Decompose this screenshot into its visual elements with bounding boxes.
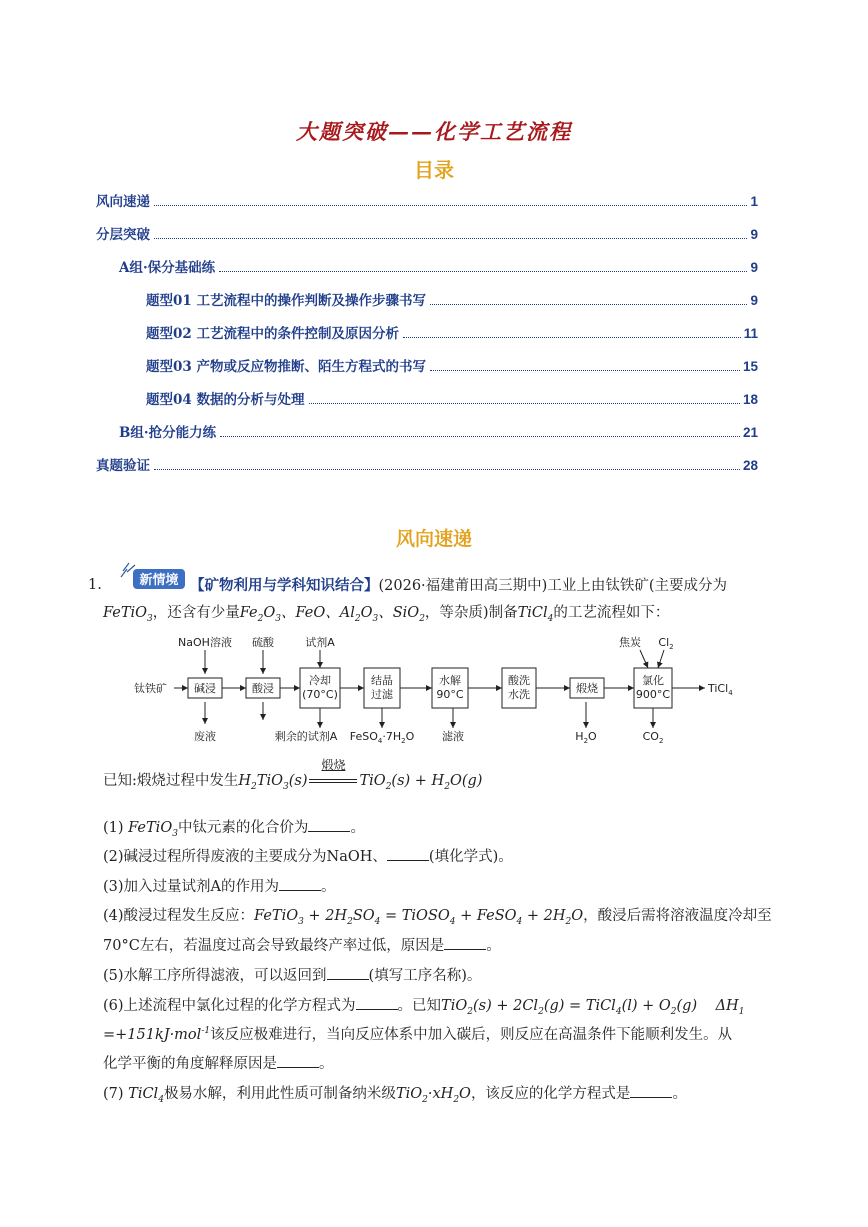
intro-text: 的工艺流程如下：	[553, 605, 670, 621]
toc-entry[interactable]	[146, 355, 758, 375]
flow-step-calcine	[576, 681, 598, 695]
sub-end: (填化学式)。	[428, 849, 513, 865]
toc-leader	[403, 337, 741, 338]
flow-step-wash	[508, 673, 530, 701]
toc-entry[interactable]	[146, 388, 758, 408]
sub-number: (5)	[103, 968, 124, 984]
sub-question-5	[103, 965, 803, 988]
toc-leader	[154, 469, 740, 470]
toc-page-number: 9	[750, 293, 758, 308]
flow-step-label-line: 过滤	[371, 688, 393, 701]
flow-input-label: 钛铁矿	[134, 682, 167, 695]
flow-step-cooling	[302, 673, 338, 701]
toc-entry-label: A组·保分基础练	[119, 260, 216, 276]
flow-step-label-line: 水解	[439, 674, 461, 687]
toc-leader	[430, 304, 747, 305]
toc-entry[interactable]	[146, 289, 758, 309]
new-context-badge-icon	[117, 559, 187, 593]
sub-text: 上述流程中氯化过程的化学方程式为	[123, 998, 356, 1014]
flow-input-naoh: NaOH溶液	[178, 636, 232, 649]
known-label: 已知:煅烧过程中发生	[103, 773, 239, 789]
answer-blank[interactable]	[444, 935, 486, 950]
enthalpy-value: =+151kJ·mol	[103, 1027, 202, 1043]
toc-page-number: 28	[742, 458, 758, 473]
flow-step-label-line: 冷却	[309, 674, 331, 687]
sub-text: ，酸浸后需将溶液温度冷却至	[583, 908, 772, 924]
reaction-condition: 煅烧	[321, 758, 346, 772]
sub-text: 碱浸过程所得废液的主要成分为NaOH、	[123, 849, 387, 865]
answer-blank[interactable]	[356, 995, 398, 1010]
flow-step-chlorinate	[636, 673, 670, 701]
toc-entry[interactable]	[119, 421, 758, 441]
toc-page-number: 11	[743, 326, 758, 341]
question-source: (2026·福建莆田高三期中)	[378, 578, 548, 594]
flow-output-excess-reagent: 剩余的试剂A	[274, 730, 338, 743]
intro-text: 等杂质)制备	[439, 605, 518, 621]
flow-step-label-line: 90°C	[436, 688, 464, 701]
flow-step-label-line: 碱浸	[194, 682, 216, 695]
sub-number: (3)	[103, 879, 124, 895]
sub-question-6-line3	[103, 1053, 803, 1076]
process-flow-diagram	[130, 636, 770, 748]
flow-step-label-line: 氯化	[642, 674, 664, 687]
sub-text: 加入过量试剂A的作用为	[123, 879, 280, 895]
flow-output-filtrate: 滤液	[442, 730, 464, 743]
sub-text: 化学平衡的角度解释原因是	[103, 1056, 277, 1072]
flow-step-label-line: 酸浸	[252, 682, 274, 695]
toc-entry[interactable]	[96, 223, 758, 243]
toc-entry-label: 分层突破	[96, 227, 150, 243]
toc-entry-label: 真题验证	[96, 458, 150, 474]
sub-question-3	[103, 876, 803, 899]
toc-entry[interactable]	[146, 322, 758, 342]
intro-text: 工业上由钛铁矿(主要成分为	[547, 578, 727, 594]
sub-end: 。	[486, 938, 501, 954]
flow-output-co2: $CO_2$	[642, 730, 664, 745]
sub-question-4-line2	[103, 935, 803, 958]
sub-number: (1)	[103, 820, 124, 836]
sub-end: (填写工序名称)。	[368, 968, 482, 984]
toc-page-number: 1	[750, 194, 758, 209]
sub-number: (7)	[103, 1086, 124, 1102]
answer-blank[interactable]	[277, 1053, 319, 1068]
sub-number: (4)	[103, 908, 124, 924]
answer-blank[interactable]	[308, 817, 350, 832]
flow-step-acid-leach	[252, 681, 274, 695]
flow-output-waste: 废液	[194, 730, 216, 743]
sub-text: ，该反应的化学方程式是	[470, 1086, 631, 1102]
sub-end: 。	[319, 1056, 334, 1072]
toc-heading: 目录	[414, 158, 454, 182]
answer-blank[interactable]	[327, 965, 369, 980]
flow-step-crystallize	[371, 673, 394, 701]
answer-blank[interactable]	[630, 1083, 672, 1098]
flow-step-label-line: 水洗	[508, 688, 530, 701]
toc-page-number: 15	[742, 359, 758, 374]
answer-blank[interactable]	[387, 846, 429, 861]
badge-label: 新情境	[139, 573, 179, 588]
sub-text: 极易水解，利用此性质可制备纳米级	[163, 1086, 396, 1102]
flow-step-alkali-leach	[194, 681, 216, 695]
sub-number: (6)	[103, 998, 124, 1014]
flow-step-hydrolysis	[436, 673, 463, 701]
sub-text: 。已知	[397, 998, 442, 1014]
toc-leader	[430, 370, 740, 371]
flow-output-water: $H_2O$	[575, 730, 597, 745]
sub-number: (2)	[103, 849, 124, 865]
sub-question-6-line2: =+151kJ·mol$^{-1}$该反应极难进行，当向反应体系中加入碳后，则反应在高温条件下能顺利发生。从	[103, 1026, 733, 1043]
toc-page-number: 9	[750, 227, 758, 242]
flow-step-label-line: 酸洗	[508, 674, 530, 687]
toc-leader	[309, 403, 740, 404]
question-intro-line2: FeTiO$_3$，还含有少量$Fe_2O_3$、FeO、$Al_2O_3$、SiO$_2$，等杂质)制备TiCl$_4$的工艺流程如下：	[103, 605, 670, 624]
sub-question-2	[103, 846, 803, 869]
flow-step-label-line: 煅烧	[576, 682, 598, 695]
toc-leader	[220, 436, 740, 437]
sub-text: 70°C左右，若温度过高会导致最终产率过低，原因是	[103, 938, 445, 954]
flow-output-ferrous-sulfate: $FeSO_4\cdot 7H_2O$	[349, 730, 415, 745]
intro-text: ，还含有少量	[152, 605, 240, 621]
toc-leader	[219, 271, 747, 272]
flow-output-product: TiCl$_4$	[708, 682, 733, 697]
toc-entry[interactable]	[96, 190, 758, 210]
section-title: 风向速递	[395, 528, 472, 550]
toc-entry-label: 风向速递	[96, 194, 150, 210]
answer-blank[interactable]	[279, 876, 321, 891]
toc-page-number: 21	[742, 425, 758, 440]
question-tag: 【矿物利用与学科知识结合】	[190, 577, 379, 594]
toc-leader	[154, 238, 747, 239]
toc-entry-label: 题型04 数据的分析与处理	[146, 392, 305, 408]
known-reaction: 已知:煅烧过程中发生$H_2TiO_3(s)$ 煅烧 $TiO_2(s) + H_2O(g)$	[103, 770, 803, 793]
toc-entry-label: 题型02 工艺流程中的条件控制及原因分析	[146, 326, 399, 342]
sub-end: 。	[321, 879, 336, 895]
question-intro	[190, 574, 790, 598]
sub-text: 水解工序所得滤液，可以返回到	[123, 968, 327, 984]
flow-step-label-line: 900°C	[635, 688, 671, 701]
sub-question-6: (6)上述流程中氯化过程的化学方程式为 。已知$TiO_2(s) + 2Cl_2(g)$ = TiCl$_4$(l) + $O_2(g)$ $\Delta H_1$	[103, 995, 803, 1018]
sub-text: 酸浸过程发生反应：	[123, 908, 255, 924]
document-title: 大题突破——化学工艺流程	[296, 119, 572, 144]
toc-entry-label: 题型03 产物或反应物推断、陌生方程式的书写	[146, 359, 426, 375]
flow-input-sulfuric-acid: 硫酸	[252, 636, 274, 649]
toc-entry-label: 题型01 工艺流程中的操作判断及操作步骤书写	[146, 293, 426, 309]
sub-question-4: (4)酸浸过程发生反应：FeTiO$_3$ + $2H_2SO_4$ = TiOSO$_4$ + FeSO$_4$ + $2H_2O$，酸浸后需将溶液温度冷却至	[103, 908, 772, 927]
toc-leader	[154, 205, 747, 206]
toc-page-number: 9	[750, 260, 758, 275]
flow-input-reagent-a: 试剂A	[305, 636, 335, 649]
toc-entry[interactable]	[96, 454, 758, 474]
flow-input-chlorine: $Cl_2$	[658, 636, 674, 651]
sub-text: 该反应极难进行，当向反应体系中加入碳后，则反应在高温条件下能顺利发生。从	[210, 1027, 733, 1043]
sub-end: 。	[672, 1086, 687, 1102]
toc-entry[interactable]	[119, 256, 758, 276]
toc-page-number: 18	[742, 392, 758, 407]
question-number: 1.	[88, 577, 102, 593]
flow-step-label-line: 结晶	[371, 674, 393, 687]
flow-input-coke: 焦炭	[619, 636, 641, 649]
sub-question-7: (7) TiCl$_4$极易水解，利用此性质可制备纳米级$TiO_2\cdot xH_2O$，该反应的化学方程式是 。	[103, 1083, 803, 1106]
sub-question-1: (1) FeTiO$_3$中钛元素的化合价为 。	[103, 817, 803, 840]
flow-step-label-line: (70°C)	[302, 688, 338, 701]
toc-entry-label: B组·抢分能力练	[119, 425, 217, 441]
sub-text: 中钛元素的化合价为	[177, 820, 309, 836]
sub-end: 。	[350, 820, 365, 836]
